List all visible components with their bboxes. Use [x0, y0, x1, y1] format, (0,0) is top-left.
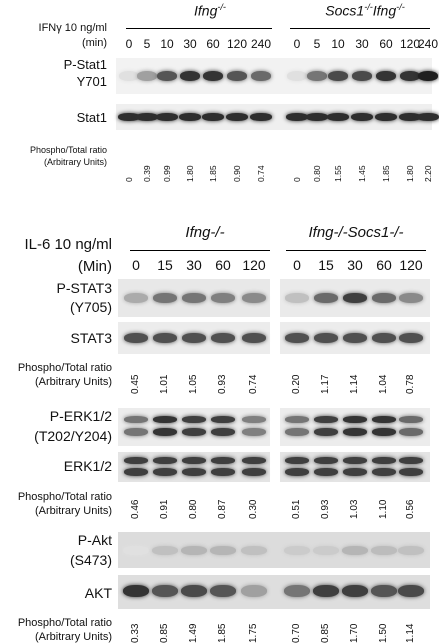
akt-band	[398, 585, 424, 597]
stat1-band	[202, 113, 224, 121]
pstat1-band	[328, 71, 348, 81]
timepoint-label: 240	[250, 37, 272, 51]
row-label-stat1: Stat1	[76, 110, 107, 125]
pstat1-band	[227, 71, 247, 81]
blot-band	[153, 416, 177, 423]
blot-erk-left	[118, 452, 270, 482]
blot-band	[343, 468, 367, 476]
blot-band	[343, 333, 367, 343]
akt-band	[241, 585, 267, 597]
timepoint-label: 60	[215, 257, 231, 273]
blot-band	[182, 428, 206, 436]
timepoint-label: 120	[242, 257, 266, 273]
timepoint-label: 30	[347, 257, 363, 273]
group-name-ifng: Ifng	[372, 2, 397, 19]
group-bracket-line	[130, 250, 270, 251]
akt-band	[123, 585, 149, 597]
blot-band	[211, 416, 235, 423]
blot-band	[314, 293, 338, 303]
timepoint-label: 240	[417, 37, 439, 51]
ratio-value: 0.74	[248, 374, 259, 394]
timepoint-label: 60	[376, 257, 392, 273]
ratio-value: 0.20	[291, 374, 302, 394]
ratio-value: 1.17	[320, 374, 331, 394]
blot-band	[399, 428, 423, 436]
label-line: P-STAT3	[56, 280, 112, 296]
blot-band	[242, 416, 266, 423]
blot-pstat1	[116, 58, 432, 94]
pstat1-band	[119, 71, 139, 81]
ratio-value: 1.50	[378, 623, 389, 643]
blot-band	[343, 457, 367, 464]
label-line: (Y705)	[69, 299, 112, 315]
label-line: (Arbitrary Units)	[34, 505, 112, 517]
timepoint-label: 5	[313, 37, 321, 51]
pstat1-band	[352, 71, 372, 81]
blot-erk-right	[280, 452, 430, 482]
timepoint-label: 120	[399, 37, 421, 51]
timepoint-label: 15	[157, 257, 173, 273]
akt-band	[313, 585, 339, 597]
blot-perk-right	[280, 408, 430, 446]
blot-band	[343, 428, 367, 436]
blot-band	[314, 333, 338, 343]
pstat1-band	[157, 71, 177, 81]
timepoint-label: 30	[183, 37, 197, 51]
label-line: (S473)	[69, 552, 112, 568]
stat1-band	[226, 113, 248, 121]
ratio-value: 1.01	[159, 374, 170, 394]
pstat1-band	[137, 71, 157, 81]
blot-band	[124, 468, 148, 476]
label-line: Phospho/Total ratio	[17, 362, 112, 374]
row-label-akt: AKT	[84, 585, 112, 601]
ratio-value: 2.20	[423, 165, 433, 182]
ratio-value: 0.33	[130, 623, 141, 643]
ratio-value: 1.14	[349, 374, 360, 394]
blot-pakt	[118, 532, 430, 568]
blot-band	[242, 428, 266, 436]
blot-band	[153, 293, 177, 303]
stat1-band	[327, 113, 349, 121]
unit-label: (Min)	[77, 258, 112, 275]
blot-band	[399, 468, 423, 476]
stat1-band	[156, 113, 178, 121]
pakt-band	[313, 546, 339, 555]
label-line: Phospho/Total ratio	[29, 145, 107, 155]
ratio-value: 0.85	[320, 623, 331, 643]
blot-band	[182, 468, 206, 476]
blot-stat1	[116, 104, 432, 130]
akt-band	[284, 585, 310, 597]
blot-band	[211, 333, 235, 343]
ratio-value: 0.78	[405, 374, 416, 394]
blot-band	[314, 416, 338, 423]
blot-band	[399, 457, 423, 464]
group-name: Ifng	[194, 2, 218, 19]
timepoint-label: 30	[186, 257, 202, 273]
ratio-value: 0.99	[162, 165, 172, 182]
ratio-value: 1.03	[349, 499, 360, 519]
ratio-value: 0	[292, 177, 302, 182]
akt-band	[210, 585, 236, 597]
blot-band	[182, 416, 206, 423]
group-header-ifng-socs1-ko: Ifng-/-Socs1-/-	[308, 224, 404, 241]
blot-band	[343, 293, 367, 303]
ratio-value: 1.85	[208, 165, 218, 182]
pstat1-band	[307, 71, 327, 81]
blot-stat3-left	[118, 322, 270, 354]
akt-band	[152, 585, 178, 597]
ratio-value: 0.87	[217, 499, 228, 519]
timepoint-label: 120	[226, 37, 248, 51]
blot-band	[182, 293, 206, 303]
akt-band	[181, 585, 207, 597]
blot-band	[372, 293, 396, 303]
timepoint-label: 5	[143, 37, 151, 51]
blot-band	[372, 428, 396, 436]
ratio-label	[18, 490, 112, 518]
ratio-value: 0.51	[291, 499, 302, 519]
blot-band	[124, 428, 148, 436]
ratio-value: 1.80	[405, 165, 415, 182]
blot-band	[153, 457, 177, 464]
ratio-value: 1.85	[217, 623, 228, 643]
stat1-band	[306, 113, 328, 121]
stat1-band	[250, 113, 272, 121]
group-header-socs1-ifng-ko	[300, 2, 430, 19]
label-line: Phospho/Total ratio	[17, 617, 112, 629]
blot-band	[285, 428, 309, 436]
timepoint-label: 60	[206, 37, 220, 51]
ratio-value: 1.49	[188, 623, 199, 643]
timepoint-label: 60	[379, 37, 393, 51]
pstat1-band	[376, 71, 396, 81]
blot-band	[182, 333, 206, 343]
blot-band	[242, 293, 266, 303]
ratio-value: 0.30	[248, 499, 259, 519]
blot-band	[399, 293, 423, 303]
pakt-band	[371, 546, 397, 555]
ratio-value: 0.74	[256, 165, 266, 182]
blot-band	[314, 428, 338, 436]
blot-band	[211, 293, 235, 303]
label-line: P-Stat1	[63, 57, 107, 72]
timepoint-label: 0	[132, 257, 140, 273]
ratio-value: 1.05	[188, 374, 199, 394]
blot-band	[182, 457, 206, 464]
blot-band	[285, 457, 309, 464]
stat1-band	[286, 113, 308, 121]
pstat1-band	[287, 71, 307, 81]
pakt-band	[123, 546, 149, 555]
ratio-value: 1.45	[357, 165, 367, 182]
blot-band	[372, 416, 396, 423]
timepoint-label: 0	[293, 37, 301, 51]
row-label-stat3: STAT3	[70, 330, 112, 346]
row-label-pakt	[70, 530, 112, 570]
group-name-socs1: Socs1	[325, 2, 365, 19]
ratio-label	[18, 361, 112, 389]
blot-band	[372, 333, 396, 343]
ratio-value: 1.55	[333, 165, 343, 182]
ratio-value: 0.93	[217, 374, 228, 394]
label-line: Y701	[76, 74, 107, 89]
blot-band	[372, 468, 396, 476]
timepoint-label: 30	[355, 37, 369, 51]
ratio-value: 0.80	[312, 165, 322, 182]
ratio-value: 1.04	[378, 374, 389, 394]
blot-band	[211, 457, 235, 464]
ratio-value: 0.56	[405, 499, 416, 519]
label-line: (T202/Y204)	[34, 428, 112, 444]
blot-pstat3-right	[280, 279, 430, 317]
ratio-value: 0.39	[142, 165, 152, 182]
blot-band	[153, 468, 177, 476]
akt-band	[371, 585, 397, 597]
blot-band	[153, 333, 177, 343]
timepoint-label: 10	[160, 37, 174, 51]
pakt-band	[210, 546, 236, 555]
blot-perk-left	[118, 408, 270, 446]
label-line: (Arbitrary Units)	[34, 376, 112, 388]
pakt-band	[152, 546, 178, 555]
akt-band	[342, 585, 368, 597]
pstat1-band	[203, 71, 223, 81]
timepoint-label: 15	[318, 257, 334, 273]
blot-akt	[118, 575, 430, 609]
ratio-value: 0.90	[232, 165, 242, 182]
blot-stat3-right	[280, 322, 430, 354]
ratio-value: 1.70	[349, 623, 360, 643]
blot-band	[124, 457, 148, 464]
ratio-label	[30, 144, 107, 168]
timepoint-label: 0	[293, 257, 301, 273]
ratio-value: 0.70	[291, 623, 302, 643]
ratio-value: 1.80	[185, 165, 195, 182]
timepoint-label: 10	[331, 37, 345, 51]
group-superscript: -/-	[217, 2, 226, 12]
timepoint-label: 120	[399, 257, 423, 273]
blot-band	[314, 468, 338, 476]
ratio-value: 1.14	[405, 623, 416, 643]
stat1-band	[179, 113, 201, 121]
stat1-band	[351, 113, 373, 121]
blot-band	[124, 416, 148, 423]
label-line: P-ERK1/2	[49, 408, 112, 424]
ratio-value: 0.91	[159, 499, 170, 519]
blot-band	[242, 468, 266, 476]
row-label-erk: ERK1/2	[63, 458, 112, 474]
blot-band	[314, 457, 338, 464]
pakt-band	[342, 546, 368, 555]
timepoint-label: 0	[125, 37, 133, 51]
ratio-value: 0	[124, 177, 134, 182]
group-header-ifng-ko	[170, 2, 250, 19]
treatment-label: IL-6 10 ng/ml	[24, 236, 112, 253]
ratio-value: 0.46	[130, 499, 141, 519]
blot-band	[242, 333, 266, 343]
label-line: (Arbitrary Units)	[43, 157, 107, 167]
blot-band	[399, 333, 423, 343]
blot-band	[211, 468, 235, 476]
stat1-band	[417, 113, 439, 121]
group-bracket-line	[286, 250, 426, 251]
blot-pstat3-left	[118, 279, 270, 317]
blot-band	[285, 468, 309, 476]
blot-band	[211, 428, 235, 436]
blot-band	[153, 428, 177, 436]
unit-label: (min)	[81, 37, 107, 49]
stat1-band	[375, 113, 397, 121]
blot-band	[343, 416, 367, 423]
row-label-pstat1	[64, 56, 107, 90]
blot-band	[242, 457, 266, 464]
ratio-value: 1.10	[378, 499, 389, 519]
pakt-band	[398, 546, 424, 555]
pakt-band	[181, 546, 207, 555]
blot-band	[285, 416, 309, 423]
pstat1-band	[418, 71, 438, 81]
stat1-band	[136, 113, 158, 121]
blot-band	[372, 457, 396, 464]
pakt-band	[284, 546, 310, 555]
blot-band	[285, 333, 309, 343]
label-line: (Arbitrary Units)	[34, 631, 112, 643]
group-header-ifng-ko: Ifng-/-	[185, 224, 225, 241]
row-label-perk	[34, 406, 112, 446]
pstat1-band	[400, 71, 420, 81]
group-bracket-line	[126, 28, 272, 29]
blot-band	[124, 333, 148, 343]
ratio-value: 0.80	[188, 499, 199, 519]
blot-band	[285, 293, 309, 303]
row-label-pstat3	[57, 279, 113, 317]
group-bracket-line	[290, 28, 430, 29]
ratio-label	[18, 616, 112, 644]
pakt-band	[241, 546, 267, 555]
ratio-value: 0.93	[320, 499, 331, 519]
pstat1-band	[180, 71, 200, 81]
blot-band	[399, 416, 423, 423]
ratio-value: 0.85	[159, 623, 170, 643]
ratio-value: 1.85	[381, 165, 391, 182]
label-line: P-Akt	[77, 532, 112, 548]
ratio-value: 1.75	[248, 623, 259, 643]
treatment-label: IFNγ 10 ng/ml	[38, 22, 107, 34]
group-superscript: -/-	[364, 2, 373, 12]
group-superscript: -/-	[396, 2, 405, 12]
label-line: Phospho/Total ratio	[17, 491, 112, 503]
ratio-value: 0.45	[130, 374, 141, 394]
pstat1-band	[251, 71, 271, 81]
blot-band	[124, 293, 148, 303]
